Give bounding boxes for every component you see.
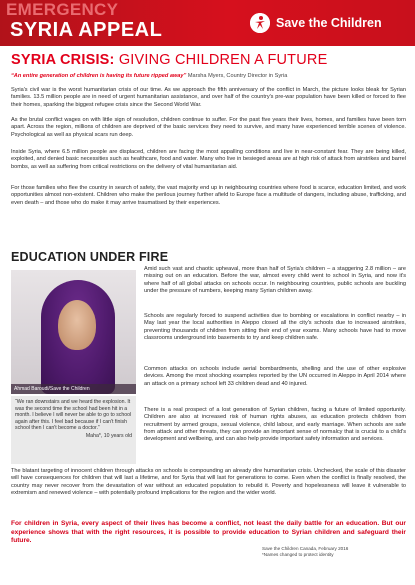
footer-note xyxy=(262,546,348,558)
education-paragraph-1: Amid such vast and chaotic upheaval, more than half of Syria's children – a staggering 2.8 million – are missing out on an education. Before the war, almost every child went to school in Syria, and now it's where half of all global attacks on schools occur. In neighbouring countries, public schools are buckling under the pressure of numbers, keeping many Syrian children away. xyxy=(144,266,406,294)
education-paragraph-4: There is a real prospect of a lost generation of Syrian children, facing a future of limited opportunity. Children are also at increased risk of human rights abuses, as education protects children from recruitment by armed groups, sexual violence, child labour, and early marriage. When schools are safe from attack and other threats, they can provide an important sense of normalcy that is crucial to a child's development and wellbeing, and can also help provide important safety information and services. xyxy=(144,407,406,443)
side-quote-attribution: Maha*, 10 years old xyxy=(85,432,132,439)
education-paragraph-5: The blatant targeting of innocent children through attacks on schools is compounding an already dire humanitarian crisis. Unchecked, the scale of this disaster will have consequences for children that will last a lifetime, and for Syria that will last for generations to come. Even when the conflict is finally resolved, the country may never recover from the devastation of war without an educated population to rebuild it. Poverty and hopelessness will leave it vulnerable to extremism and renewed violence – with potentially profound implications for the region and the wider world. xyxy=(11,468,406,496)
photo-credit: Ahmad Baroudi/Save the Children xyxy=(11,384,136,394)
pull-quote-text: “An entire generation of children is having its future ripped away” xyxy=(11,73,187,79)
footer-source: Save the Children Canada, February 2016 xyxy=(262,546,349,551)
intro-paragraph-1: Syria's civil war is the worst humanitarian crisis of our time. As we approach the fifth anniversary of the conflict in March, the picture looks bleak for Syrian families. 13.5 million people are in need of urgent humanitarian assistance, and over half of the country's pre-war population have been killed or forced to flee their homes, sparking the biggest refugee crisis since the Second World War. xyxy=(11,87,406,108)
intro-paragraph-2: As the brutal conflict wages on with little sign of resolution, children continue to suffer. For the past five years their lives, homes, and families have been torn apart. Across the region, millions of children are deprived of the basic services they need to survive, and many have experienced terrible scenes of violence. Psychological as well as physical scars run deep. xyxy=(11,117,406,138)
footer-identity-note: *Names changed to protect identity xyxy=(262,552,334,557)
logo-text: Save the Children xyxy=(276,16,382,30)
banner-appeal-text: SYRIA APPEAL xyxy=(10,19,163,41)
pull-quote xyxy=(11,73,406,79)
intro-paragraph-3: Inside Syria, where 6.5 million people are displaced, children are facing the most appalling conditions and live in near-constant fear. They are being killed, exploited, and denied basic necessities such as healthcare, food and water. Many who live in besieged areas are at high risk of attack from airstrikes and barrel bombs, as well as suffering from critical restrictions on the delivery of vital humanitarian aid. xyxy=(11,149,406,170)
headline-main: SYRIA CRISIS: xyxy=(11,52,115,68)
girl-photo xyxy=(11,270,136,394)
child-figure-icon xyxy=(250,13,270,33)
appeal-banner xyxy=(0,0,415,46)
side-quote-box xyxy=(11,396,136,464)
education-paragraph-2: Schools are regularly forced to suspend activities due to bombing or escalations in conflict nearby – in May last year the local authorities in Aleppo closed all the city's schools due to increased airstrikes, preventing thousands of children from sitting their end of year exams. Many schools have had to move classrooms underground into basements to try and keep children safe. xyxy=(144,313,406,341)
face-shape xyxy=(58,300,96,350)
page-headline xyxy=(11,52,327,68)
section-title: EDUCATION UNDER FIRE xyxy=(11,250,169,264)
closing-statement: For children in Syria, every aspect of their lives has become a conflict, not least the daily battle for an education. But our experience shows that with the right resources, it is possible to provide education to Syrian children and safeguard their future. xyxy=(11,520,406,545)
save-the-children-logo xyxy=(250,11,382,35)
banner-emergency-text: EMERGENCY xyxy=(6,0,119,19)
headline-sub: GIVING CHILDREN A FUTURE xyxy=(118,52,328,68)
pull-quote-attribution: Marsha Myers, Country Director in Syria xyxy=(187,73,288,79)
intro-paragraph-4: For those families who flee the country in search of safety, the vast majority end up in neighbouring countries where food is scarce, education limited, and work opportunities almost non-existent. Children who make the perilous journey further afield to Europe face a multitude of dangers, including abuse, trafficking, and even death – and those who do make it may arrive traumatised by their experiences. xyxy=(11,185,406,206)
education-paragraph-3: Common attacks on schools include aerial bombardments, shelling and the use of other explosive devices. Among the most shocking examples reported by the UN occurred in Aleppo in April 2014 where an attack on a primary school left 33 children dead and 40 injured. xyxy=(144,366,406,387)
side-quote-text: “We ran downstairs and we heard the explosion. It was the second time the school had been hit in a month. I believe I will never be able to go to school again after this. I feel bad because if I can't finish school then I can't become a doctor.” xyxy=(15,399,132,432)
